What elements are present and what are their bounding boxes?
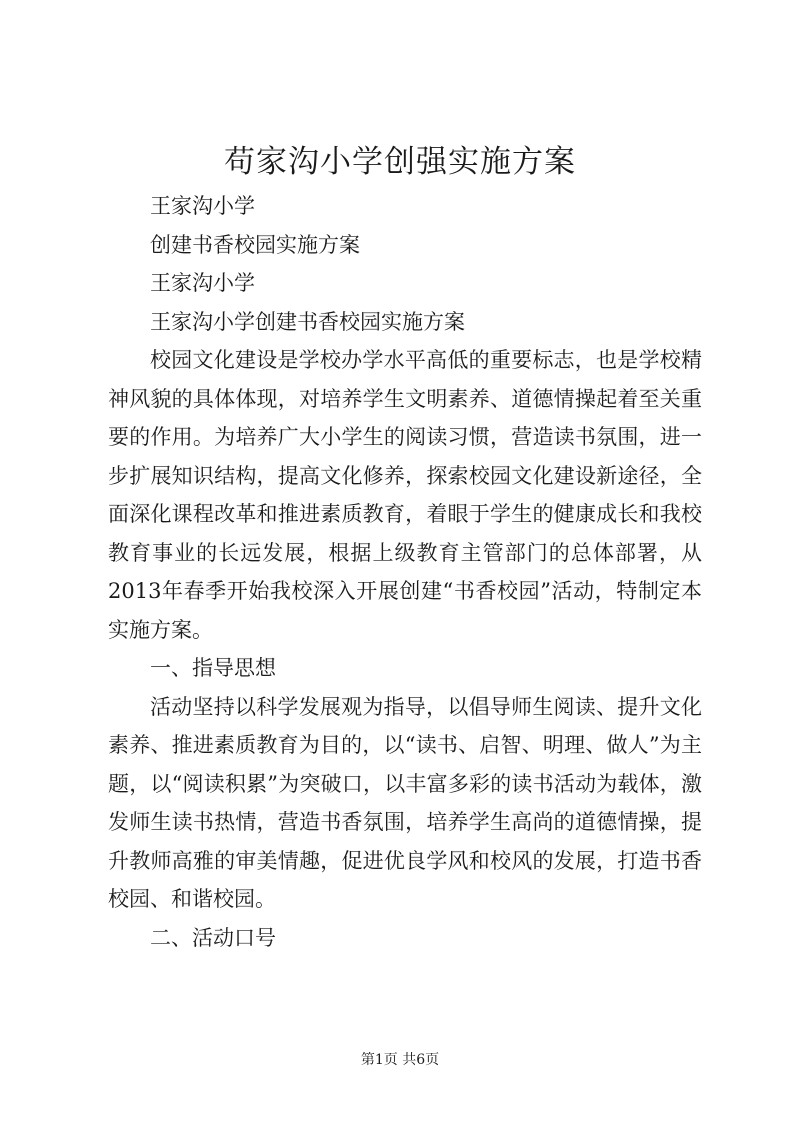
guiding-ideology-paragraph: 活动坚持以科学发展观为指导，以倡导师生阅读、提升文化素养、推进素质教育为目的，以“读书、启智、明理、做人”为主题，以“阅读积累”为突破口，以丰富多彩的读书活动为载体，激发师生读书热情，营造书香氛围，培养学生高尚的道德情操，提升教师高雅的审美情趣，促进优良学风和校风的发展，打造书香校园、和谐校园。 [108,694,702,911]
document-title: 苟家沟小学创强实施方案 [224,144,576,180]
school-name-line: 王家沟小学 [150,194,255,218]
section-heading-activity-slogan: 二、活动口号 [150,925,276,950]
plan-name-line: 创建书香校园实施方案 [150,232,360,257]
school-name-line-repeat: 王家沟小学 [150,271,255,295]
page-number-footer: 第1页 共6页 [360,1052,440,1068]
document-body [108,187,702,957]
full-plan-heading: 王家沟小学创建书香校园实施方案 [150,309,465,334]
section-heading-guiding-ideology: 一、指导思想 [150,656,276,680]
intro-paragraph: 校园文化建设是学校办学水平高低的重要标志，也是学校精神风貌的具体体现，对培养学生文明素养、道德情操起着至关重要的作用。为培养广大小学生的阅读习惯，营造读书氛围，进一步扩展知识结构，提高文化修养，探索校园文化建设新途径，全面深化课程改革和推进素质教育，着眼于学生的健康成长和我校教育事业的长远发展，根据上级教育主管部门的总体部署，从2013年春季开始我校深入开展创建“书香校园”活动，特制定本实施方案。 [108,348,702,642]
